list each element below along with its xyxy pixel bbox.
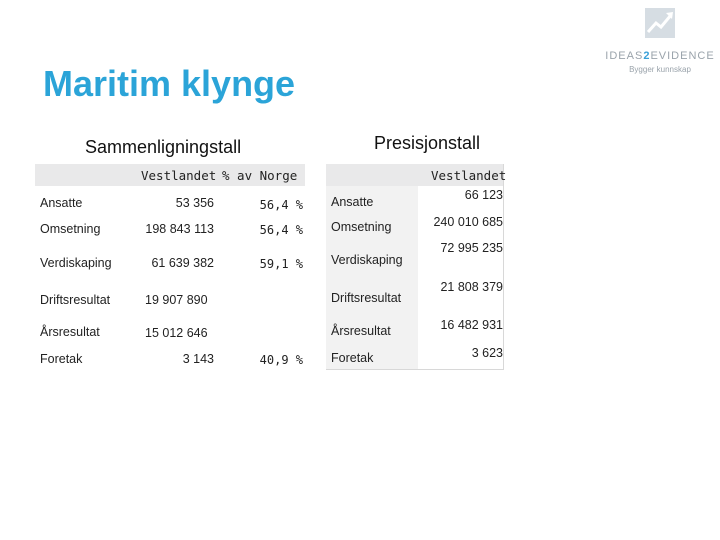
left-row-pct: 59,1 % [259, 257, 303, 271]
left-row-value: 15 012 646 [145, 326, 208, 340]
left-row-pct: 56,4 % [259, 198, 303, 212]
left-row-value: 198 843 113 [145, 222, 214, 236]
left-row-value: 19 907 890 [145, 293, 208, 307]
right-col-header-vestlandet: Vestlandet [431, 168, 507, 183]
left-row-label: Årsresultat [40, 325, 100, 339]
logo-tagline: Bygger kunnskap [629, 65, 691, 74]
left-row-label: Ansatte [40, 196, 83, 210]
right-row-value: 16 482 931 [440, 318, 503, 332]
left-row-value: 61 639 382 [151, 256, 214, 270]
left-table-heading: Sammenligningstall [85, 137, 242, 157]
left-row-pct: 40,9 % [259, 353, 303, 367]
right-row-label: Ansatte [331, 195, 374, 209]
left-row-value: 53 356 [175, 196, 214, 210]
left-row-label: Driftsresultat [40, 293, 111, 307]
left-col-header-pct: % av Norge [222, 168, 298, 183]
right-row-label: Driftsresultat [331, 291, 402, 305]
right-row-label: Foretak [331, 351, 374, 365]
logo-wordmark: IDEAS2EVIDENCE [605, 50, 715, 62]
logo-chart-trend-icon [645, 8, 675, 38]
right-row-label: Årsresultat [331, 324, 391, 338]
right-row-value: 72 995 235 [440, 241, 503, 255]
left-row-label: Foretak [40, 352, 83, 366]
right-row-label: Verdiskaping [331, 253, 403, 267]
right-row-value: 3 623 [471, 346, 503, 360]
left-row-label: Omsetning [40, 222, 101, 236]
right-row-label: Omsetning [331, 220, 392, 234]
page-title: Maritim klynge [43, 63, 296, 104]
right-table-heading: Presisjonstall [374, 133, 481, 153]
right-row-value: 21 808 379 [440, 280, 503, 294]
right-row-value: 240 010 685 [433, 215, 503, 229]
right-row-value: 66 123 [464, 188, 503, 202]
left-row-label: Verdiskaping [40, 256, 112, 270]
left-row-value: 3 143 [182, 352, 214, 366]
left-row-pct: 56,4 % [259, 223, 303, 237]
left-col-header-vestlandet: Vestlandet [141, 168, 217, 183]
